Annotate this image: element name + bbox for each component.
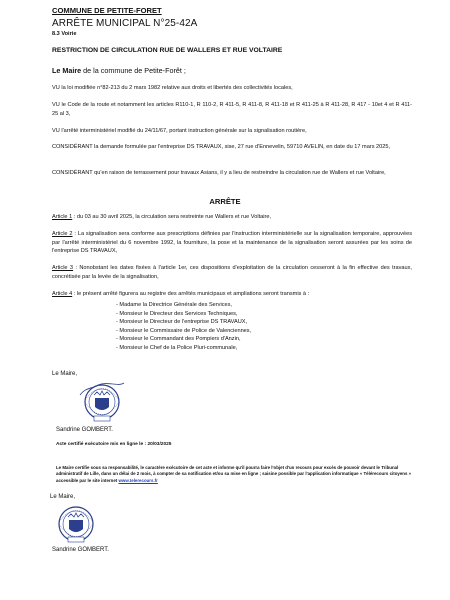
city-seal-stamp-2 <box>50 504 104 544</box>
list-item: - Monsieur le Chef de la Police Pluri-communale, <box>116 344 238 351</box>
signature-label-2: Le Maire, <box>50 494 76 500</box>
signatory-name-1: Sandrine GOMBERT. <box>56 427 113 433</box>
recipient-list <box>116 301 376 353</box>
arrete-heading: ARRÊTE <box>209 197 241 206</box>
article-2 <box>52 230 412 256</box>
article-2-text: : La signalisation sera conforme aux prescriptions définies par l'instruction interministérielle sur la signalisation temporaire, approuvées par l'arrêté interministériel du 6 novembre 1992, la fourniture, la pose et la maintenance de la signalisation seront assurées par les soins de l'entreprise DS TRAVAUX, <box>52 231 412 255</box>
maire-intro <box>52 66 186 75</box>
maire-intro-rest: de la commune de Petite-Forêt ; <box>81 66 186 75</box>
signature-label-1: Le Maire, <box>52 371 78 377</box>
list-item: - Monsieur le Directeur des Services Techniques, <box>116 310 238 317</box>
list-item: - Monsieur le Commissaire de Police de Valenciennes, <box>116 327 252 334</box>
considerant-3: VU l'arrêté interministériel modifié du 24/11/67, portant instruction générale sur la signalisation routière, <box>52 128 307 134</box>
article-4-text: : le présent arrêté figurera au registre des arrêtés municipaux et ampliations seront transmis à : <box>72 291 310 297</box>
document-title: RESTRICTION DE CIRCULATION RUE DE WALLERS ET RUE VOLTAIRE <box>52 47 283 54</box>
legal-notice-text: Le Maire certifie sous sa responsabilité, le caractère exécutoire de cet acte et informe qu'il pourra faire l'objet d'un recours pour excès de pouvoir devant le Tribunal administratif de Lille, dans un délai de 2 mois, à compter de sa notification et/ou sa mise en ligne ; saisine possible par l'application informatique « Télérecours citoyens » accessible par le site internet <box>56 465 412 483</box>
considerant-5: CONSIDÉRANT qu'en raison de terrassement pour travaux Asians, il y a lieu de restreindre la circulation rue de Wallers et rue Voltaire, <box>52 170 386 176</box>
article-2-label: Article 2 <box>52 231 73 237</box>
signatory-name-2: Sandrine GOMBERT. <box>52 547 109 553</box>
online-publication-notice: Acte certifié exécutoire mis en ligne le : 20/03/2025 <box>56 442 172 447</box>
considerant-1: VU la loi modifiée n°82-213 du 2 mars 1982 relative aux droits et libertés des collectivités locales, <box>52 85 293 91</box>
list-item: - Monsieur le Commandant des Pompiers d'Anzin, <box>116 336 241 343</box>
article-3-label: Article 3 <box>52 265 74 271</box>
article-1 <box>52 213 412 222</box>
telerecours-link[interactable]: www.telerecours.fr <box>118 477 158 483</box>
list-item: - Monsieur le Directeur de l'entreprise DS TRAVAUX, <box>116 319 248 326</box>
commune-name: COMMUNE DE PETITE-FORET <box>52 6 162 15</box>
arrete-number: ARRÊTE MUNICIPAL N°25-42A <box>52 18 198 29</box>
city-seal-stamp <box>78 379 126 423</box>
article-1-label: Article 1 <box>52 214 73 220</box>
considerant-4: CONSIDÉRANT la demande formulée par l'entreprise DS TRAVAUX, sise, 27 rue d'Ennevelin, 59710 AVELIN, en date du 17 mars 2025, <box>52 144 391 150</box>
article-3 <box>52 264 412 281</box>
article-1-text: : du 03 au 30 avril 2025, la circulation sera restreinte rue Wallers et rue Voltaire, <box>72 214 272 220</box>
maire-intro-bold: Le Maire <box>52 66 82 75</box>
list-item: - Madame la Directrice Générale des Services, <box>116 302 232 308</box>
category-label: 8.3 Voirie <box>52 31 77 37</box>
legal-notice <box>56 465 416 484</box>
article-3-text: : Nonobstant les dates fixées à l'article 1er, ces dispositions d'exploitation de la circulation cesseront à la fin effective des travaux, concrétisée par la levée de la signalisation, <box>52 265 412 280</box>
considerant-2: VU le Code de la route et notamment les articles R110-1, R 110-2, R 411-5, R 411-8, R 411-18 et R 411-25 à R 411-28, R 417 - 10et 4 et R 411- 25 al 3, <box>52 102 412 117</box>
article-4 <box>52 290 412 299</box>
article-4-label: Article 4 <box>52 291 73 297</box>
